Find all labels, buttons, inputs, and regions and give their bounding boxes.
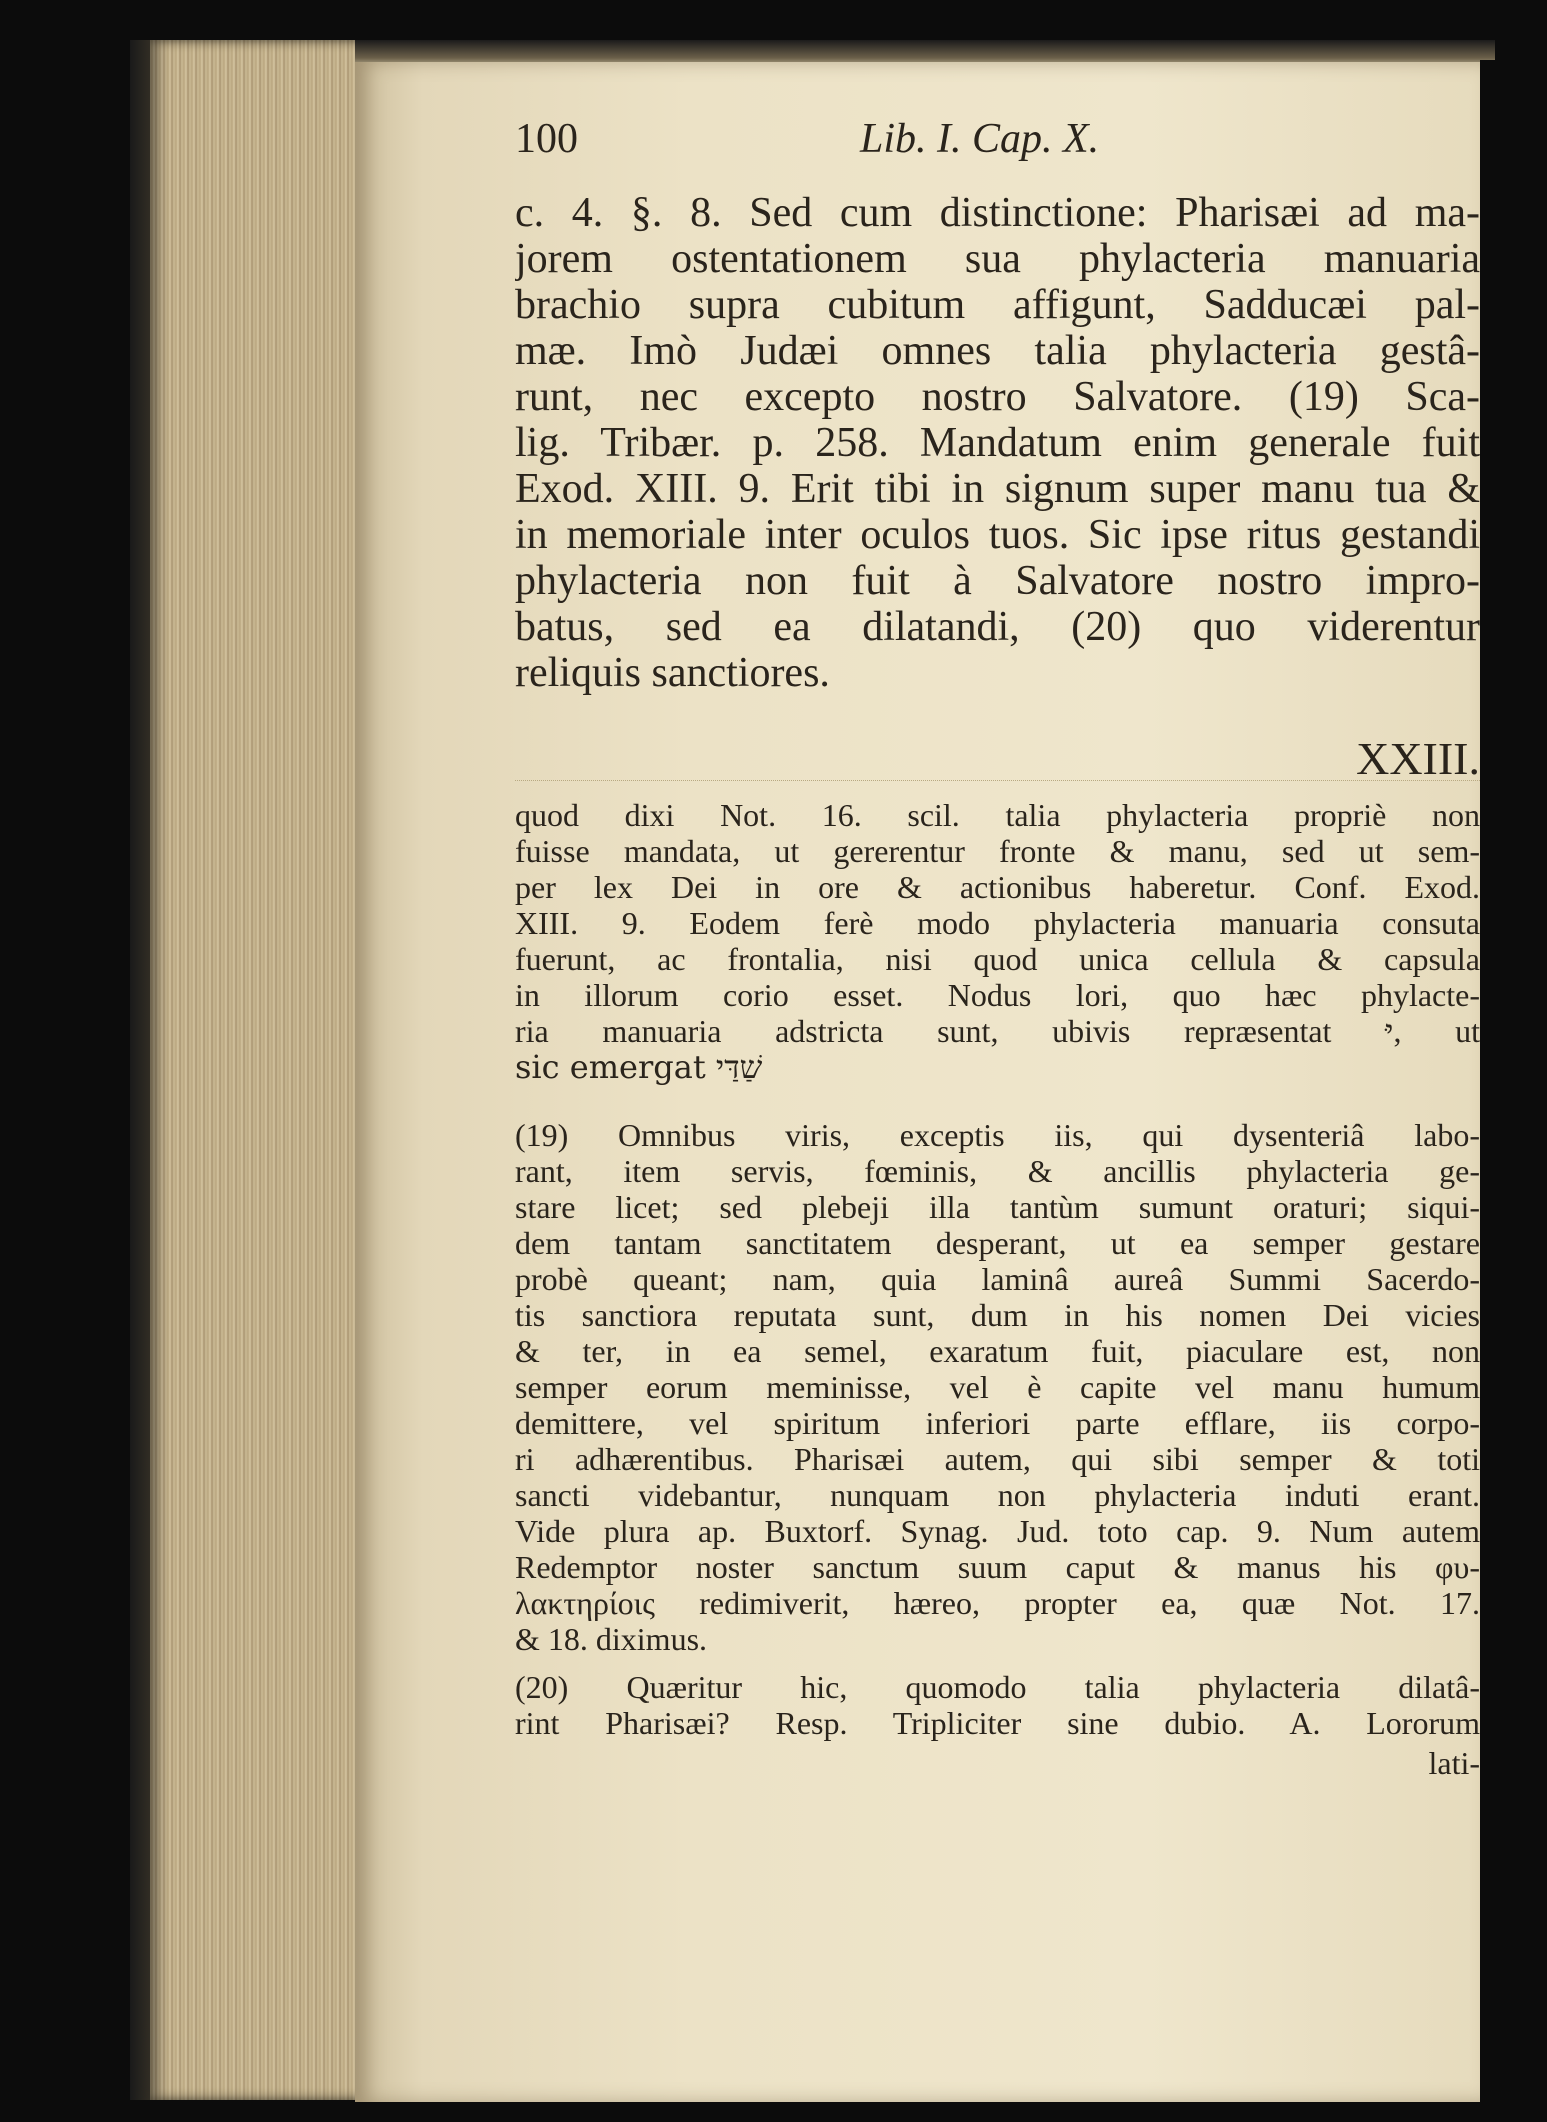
footnote-line: sic emergat שַׁדַּי <box>515 1049 763 1085</box>
footnote-line: in illorum corio esset. Nodus lori, quo hæc phylacte- <box>515 977 1480 1013</box>
body-line: jorem ostentationem sua phylacteria manuaria <box>515 236 1480 282</box>
catchword: XXIII. <box>1356 733 1480 784</box>
section-divider <box>515 780 1480 782</box>
footnote-line: (20) Quæritur hic, quomodo talia phylacteria dilatâ- <box>515 1669 1480 1705</box>
footnote-line: λακτηρίοις redimiverit, hæreo, propter ea, quæ Not. 17. <box>515 1585 1480 1621</box>
body-line: brachio supra cubitum affigunt, Sadducæi pal- <box>515 282 1480 328</box>
page-edges <box>150 40 380 2100</box>
footnote-line: ri adhærentibus. Pharisæi autem, qui sibi semper & toti <box>515 1441 1480 1477</box>
footnote-line: fuerunt, ac frontalia, nisi quod unica cellula & capsula <box>515 941 1480 977</box>
footnote-line: per lex Dei in ore & actionibus haberetur. Conf. Exod. <box>515 869 1480 905</box>
footnote-line: Redemptor noster sanctum suum caput & manus his φυ- <box>515 1549 1480 1585</box>
running-title: Lib. I. Cap. X. <box>860 116 1100 162</box>
footnote-line: & ter, in ea semel, exaratum fuit, piaculare est, non <box>515 1333 1480 1369</box>
footnote-line: sancti videbantur, nunquam non phylacteria induti erant. <box>515 1477 1480 1513</box>
page-number: 100 <box>515 116 578 162</box>
footnote-line: Vide plura ap. Buxtorf. Synag. Jud. toto cap. 9. Num autem <box>515 1513 1480 1549</box>
body-line: in memoriale inter oculos tuos. Sic ipse ritus gestandi <box>515 512 1480 558</box>
footnote-line: dem tantam sanctitatem desperant, ut ea semper gestare <box>515 1225 1480 1261</box>
footnote-line: & 18. diximus. <box>515 1621 708 1657</box>
body-line: runt, nec excepto nostro Salvatore. (19) Sca- <box>515 374 1480 420</box>
body-line: Exod. XIII. 9. Erit tibi in signum super manu tua & <box>515 466 1480 512</box>
footnote-line: tis sanctiora reputata sunt, dum in his nomen Dei vicies <box>515 1297 1480 1333</box>
footnote-line: ria manuaria adstricta sunt, ubivis repræsentat יּ, ut <box>515 1013 1480 1049</box>
body-line: batus, sed ea dilatandi, (20) quo viderentur <box>515 604 1480 650</box>
footnote-line: demittere, vel spiritum inferiori parte efflare, iis corpo- <box>515 1405 1480 1441</box>
footnote-line: rint Pharisæi? Resp. Tripliciter sine dubio. A. Lororum <box>515 1705 1480 1741</box>
body-line: c. 4. §. 8. Sed cum distinctione: Pharisæi ad ma- <box>515 190 1480 236</box>
footnote-line: fuisse mandata, ut gererentur fronte & manu, sed ut sem- <box>515 833 1480 869</box>
footnote-line: semper eorum meminisse, vel è capite vel manu humum <box>515 1369 1480 1405</box>
right-margin-strip <box>1480 60 1547 2122</box>
body-line: phylacteria non fuit à Salvatore nostro impro- <box>515 558 1480 604</box>
page-catchword: lati- <box>1428 1745 1480 1781</box>
footnote-line: stare licet; sed plebeji illa tantùm sumunt oraturi; siqui- <box>515 1189 1480 1225</box>
body-line: mæ. Imò Judæi omnes talia phylacteria gestâ- <box>515 328 1480 374</box>
body-line: reliquis sanctiores. <box>515 650 830 696</box>
footnote-line: probè queant; nam, quia laminâ aureâ Summi Sacerdo- <box>515 1261 1480 1297</box>
footnote-line: (19) Omnibus viris, exceptis iis, qui dysenteriâ labo- <box>515 1117 1480 1153</box>
footnote-line: rant, item servis, fœminis, & ancillis phylacteria ge- <box>515 1153 1480 1189</box>
footnote-line: quod dixi Not. 16. scil. talia phylacteria propriè non <box>515 797 1480 833</box>
body-line: lig. Tribær. p. 258. Mandatum enim generale fuit <box>515 420 1480 466</box>
footnote-line: XIII. 9. Eodem ferè modo phylacteria manuaria consuta <box>515 905 1480 941</box>
